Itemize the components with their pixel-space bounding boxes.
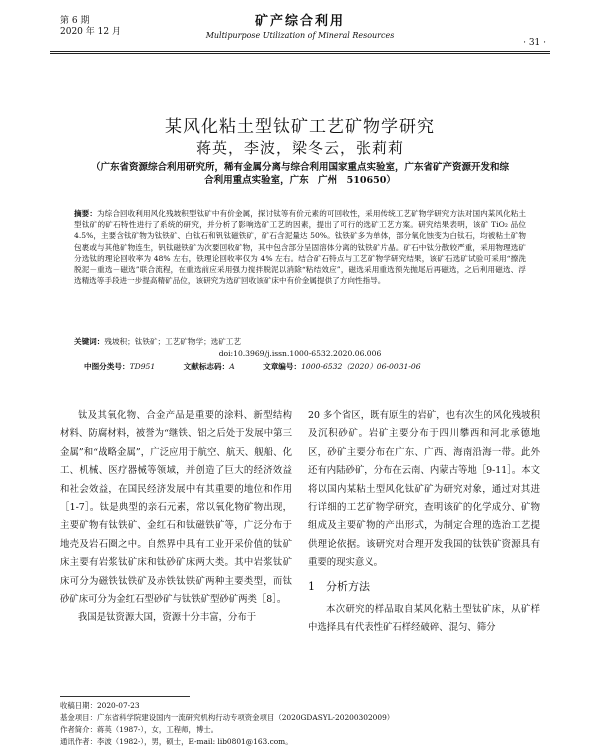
journal-title-en: Multipurpose Utilization of Mineral Resources [205, 31, 395, 40]
body-paragraph: 本次研究的样品取自某风化粘土型钛矿床，从矿样中选择具有代表性矿石样经破碎、混匀、筛分 [308, 603, 540, 634]
header-rule [50, 51, 550, 52]
body-paragraph: 钛及其氧化物、合金产品是重要的涂料、新型结构材料、防腐材料，被誉为“继铁、铝之后处于发展中第三金属”和“战略金属”，广泛应用于航空、航天、舰船、化工、机械、医疗器械等领域，并创造了巨大的经济效益和社会效益，在国民经济发展中有其重要的地位和作用［1-7］。钛是典型的亲石元素，常以氧化物矿物出现，主要矿物有钛铁矿、金红石和钛磁铁矿等，广泛分布于地壳及岩石圈之中。自然界中具有工业开采价值的钛矿床主要有岩浆钛矿床和钛砂矿床两大类。其中岩浆钛矿床可分为磁铁钛铁矿及赤铁钛铁矿两种主要类型，而钛砂矿床可分为金红石型砂矿与钛铁矿型砂矿两类［8］。 [60, 410, 292, 606]
keywords-text: 残坡积；钛铁矿；工艺矿物学；选矿工艺 [104, 337, 242, 346]
section-heading: 1 分析方法 [308, 579, 370, 593]
paper-authors: 蒋英，李波，梁冬云，张莉莉 [195, 139, 404, 157]
body-paragraph: 我国是钛资源大国，资源十分丰富，分布于 [78, 612, 257, 624]
issue-number: 第 6 期 [60, 16, 90, 26]
page-number: · 31 · [523, 38, 546, 48]
body-left-column [60, 407, 292, 628]
abstract [74, 208, 526, 286]
clc-label: 中图分类号： [84, 362, 130, 371]
author-bio: 作者简介：蒋英（1987-），女，工程师，博士。 [60, 725, 219, 734]
issue-date: 2020 年 12 月 [60, 27, 121, 37]
abstract-label: 摘要： [74, 209, 97, 218]
body-right-column [308, 407, 540, 637]
footnote [60, 700, 540, 748]
clc-value: TD951 [129, 362, 156, 371]
code-value: A [229, 362, 235, 371]
paper-title: 某风化粘土型钛矿工艺矿物学研究 [165, 117, 435, 137]
body-paragraph: 20 多个省区，既有原生的岩矿，也有次生的风化残坡积及沉积砂矿。岩矿主要分布于四川攀西和河北承德地区，砂矿主要分布在广东、广西、海南沿海一带。此外还有内陆砂矿，分布在云南、内蒙古等地［9-11］。本文将以国内某粘土型风化钛矿矿为研究对象，通过对其进行详细的工艺矿物学研究，查明该矿的化学成分、矿物组成及主要矿物的产出形式，为制定合理的选治工艺提供理论依据。该研究对合理开发我国的钛铁矿资源具有重要的现实意义。 [308, 410, 540, 569]
author-affiliation: （广东省资源综合利用研究所，稀有金属分离与综合利用国家重点实验室，广东省矿产资源开发和综合利用重点实验室，广东 广州 510650） [90, 162, 509, 186]
article-label: 文章编号： [263, 362, 302, 371]
classification-line [84, 361, 447, 372]
header-rule-secondary [50, 53, 550, 54]
corresponding-author: 通讯作者：李波（1982-），男，硕士，E-mail: lib0801@163.com。 [60, 737, 293, 746]
keywords-label: 关键词： [74, 337, 105, 346]
abstract-text: 为综合回收利用风化残坡积型钛矿中有价金属，探讨钛等有价元素的可回收性，采用传统工艺矿物学研究方法对国内某风化粘土型钛矿的矿石特性进行了系统的研究，并分析了影响选矿工艺的因素，提出了可行的选矿工艺方案。研究结果表明，该矿 TiO₂ 品位 4.5%，主要含钛矿物为钛铁矿、白钛石和钒钛磁铁矿，矿石含泥量达 50%。钛铁矿多为单体，部分氧化蚀变为白钛石，均被粘土矿物包裹或与其他矿物连生，钒钛磁铁矿为次要回收矿物，其中包含部分呈固溶体分离的钛铁矿片晶。矿石中钛分散较严重，采用物理选矿分选钛的理论回收率为 48% 左右，铁理论回收率仅为 4% 左右。结合矿石特点与工艺矿物学研究结果，该矿石选矿试验可采用“擦洗脱泥－重选－磁选”联合流程，在重选前应采用强力搅拌脱泥以消除“粘结效应”，磁选采用重选预先抛尾后再磁选，之后利用磁选、浮选精选等手段进一步提高精矿品位，该研究为选矿回收该矿床中有价金属提供了方向性指导。 [74, 209, 527, 286]
journal-header [0, 10, 600, 40]
footnote-rule [60, 696, 190, 697]
keywords [74, 336, 526, 347]
doi: doi:10.3969/j.issn.1000-6532.2020.06.006 [218, 349, 382, 358]
code-label: 文献标志码： [183, 362, 230, 371]
received-date: 收稿日期：2020-07-23 [60, 701, 140, 710]
fund-info: 基金项目：广东省科学院建设国内一流研究机构行动专项资金项目（2020GDASYL-20200302009） [60, 713, 395, 722]
journal-title-cn: 矿产综合利用 [254, 14, 345, 29]
article-value: 1000-6532（2020）06-0031-06 [301, 362, 421, 371]
